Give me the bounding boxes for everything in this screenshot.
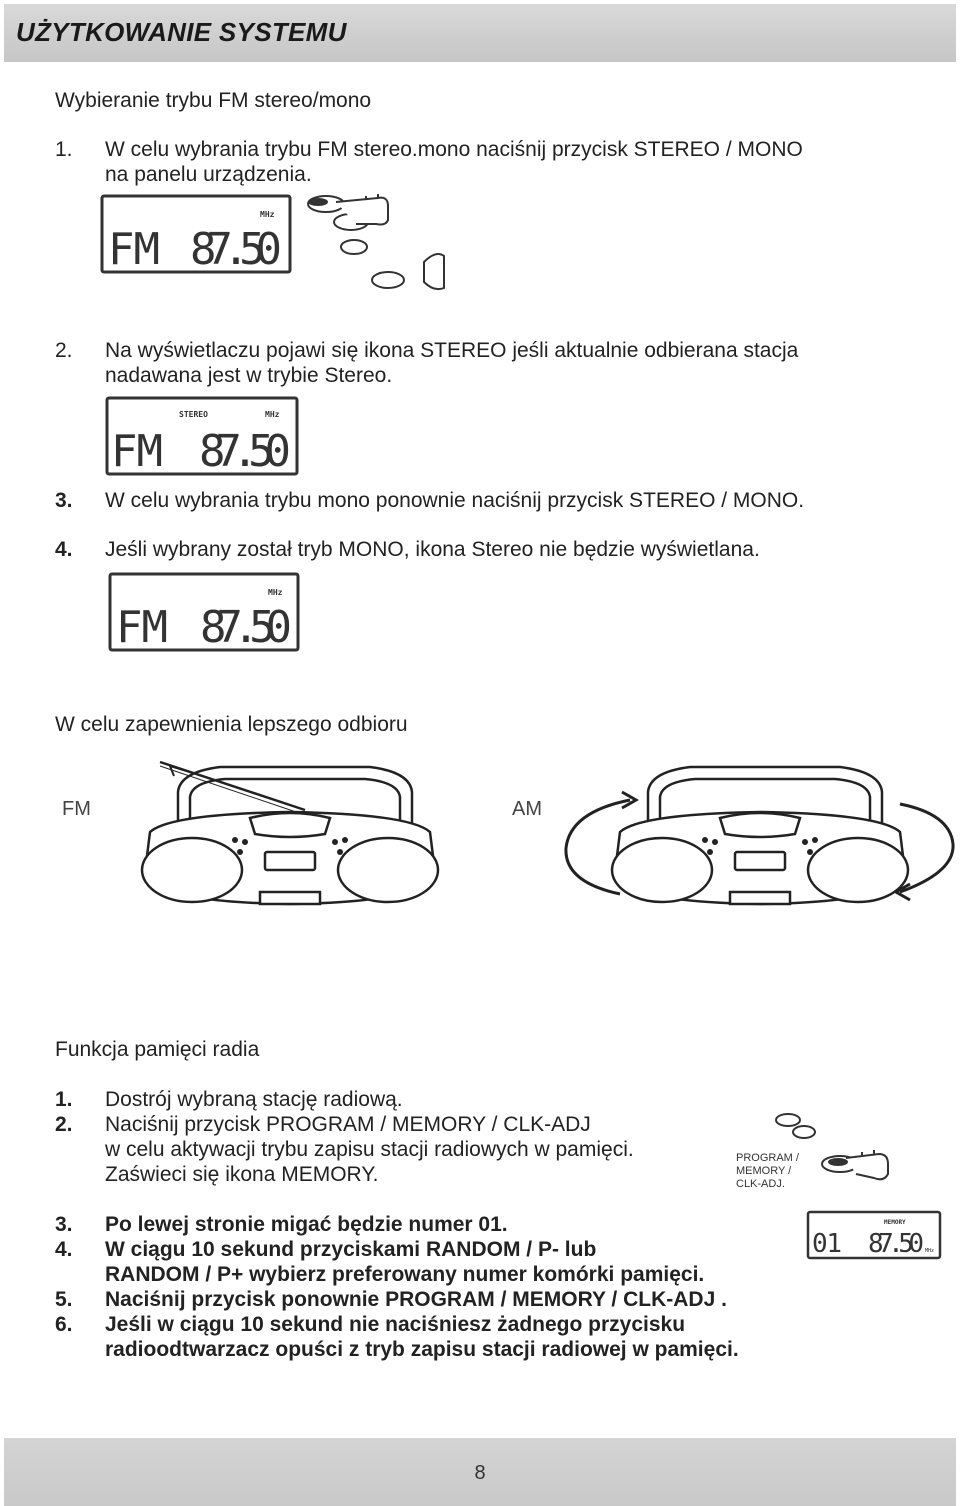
lcd-display-memory bbox=[806, 1210, 942, 1260]
page-footer bbox=[4, 1438, 956, 1506]
step-text: Jeśli w ciągu 10 sekund nie naciśniesz żadnego przycisku bbox=[105, 1313, 686, 1336]
section-memory-title: Funkcja pamięci radia bbox=[55, 1038, 260, 1061]
program-memory-button-illustration bbox=[734, 1108, 894, 1194]
step-number: 4. bbox=[55, 1238, 73, 1261]
page-title: UŻYTKOWANIE SYSTEMU bbox=[16, 17, 347, 47]
lcd-display-fm bbox=[100, 194, 292, 274]
lcd-frequency: 87.50 bbox=[190, 224, 282, 275]
step-number: 1. bbox=[55, 138, 73, 161]
step-text: RANDOM / P+ wybierz preferowany numer komórki pamięci. bbox=[105, 1263, 705, 1286]
page-number: 8 bbox=[474, 1462, 486, 1484]
lcd-frequency: 87.50 bbox=[200, 602, 292, 653]
button-label-line: CLK-ADJ. bbox=[736, 1178, 785, 1190]
step-text: w celu aktywacji trybu zapisu stacji radiowych w pamięci. bbox=[105, 1138, 634, 1161]
step-text: W celu wybrania trybu FM stereo.mono naciśnij przycisk STEREO / MONO bbox=[105, 138, 803, 161]
step-text: Jeśli wybrany został tryb MONO, ikona Stereo nie będzie wyświetlana. bbox=[105, 538, 760, 561]
mhz-label: MHz bbox=[268, 588, 283, 597]
step-number: 2. bbox=[55, 339, 73, 362]
step-number: 1. bbox=[55, 1088, 73, 1111]
stereo-indicator: STEREO bbox=[179, 410, 208, 419]
lcd-frequency: 87.50 bbox=[868, 1229, 924, 1259]
step-text: Dostrój wybraną stację radiową. bbox=[105, 1088, 403, 1111]
step-text: na panelu urządzenia. bbox=[105, 163, 312, 186]
section-reception-title: W celu zapewnienia lepszego odbioru bbox=[55, 713, 408, 736]
step-number: 3. bbox=[55, 489, 73, 512]
step-number: 4. bbox=[55, 538, 73, 561]
mhz-label: MHz bbox=[265, 410, 280, 419]
lcd-display-fm-stereo bbox=[105, 396, 299, 476]
am-antenna-label: AM bbox=[512, 798, 542, 820]
step-text: W ciągu 10 sekund przyciskami RANDOM / P- lub bbox=[105, 1238, 597, 1261]
step-number: 5. bbox=[55, 1288, 73, 1311]
memory-indicator: MEMORY bbox=[884, 1219, 906, 1226]
step-text: Na wyświetlaczu pojawi się ikona STEREO jeśli aktualnie odbierana stacja bbox=[105, 339, 799, 362]
step-text: Naciśnij przycisk ponownie PROGRAM / MEMORY / CLK-ADJ . bbox=[105, 1288, 727, 1311]
lcd-display-fm-mono bbox=[108, 572, 300, 652]
stereo-mono-button-illustration bbox=[296, 192, 446, 300]
boombox-fm-illustration bbox=[130, 752, 450, 917]
button-label-line: PROGRAM / bbox=[736, 1152, 799, 1164]
lcd-band: FM bbox=[116, 602, 168, 653]
step-number: 6. bbox=[55, 1313, 73, 1336]
step-text: Zaświeci się ikona MEMORY. bbox=[105, 1163, 379, 1186]
step-number: 2. bbox=[55, 1113, 73, 1136]
button-label-line: MEMORY / bbox=[736, 1165, 792, 1177]
step-text: W celu wybrania trybu mono ponownie naciśnij przycisk STEREO / MONO. bbox=[105, 489, 805, 512]
page-header bbox=[4, 4, 956, 62]
lcd-band: FM bbox=[111, 426, 163, 477]
step-number: 3. bbox=[55, 1213, 73, 1236]
fm-antenna-label: FM bbox=[62, 798, 91, 820]
lcd-band: FM bbox=[108, 224, 160, 275]
step-text: radioodtwarzacz opuści z tryb zapisu stacji radiowej w pamięci. bbox=[105, 1338, 739, 1361]
lcd-memory-number: 01 bbox=[812, 1229, 842, 1259]
step-text: nadawana jest w trybie Stereo. bbox=[105, 364, 393, 387]
mhz-label: MHz bbox=[260, 210, 275, 219]
boombox-am-illustration bbox=[560, 752, 960, 917]
section-stereo-mono-title: Wybieranie trybu FM stereo/mono bbox=[55, 89, 372, 112]
step-text: Naciśnij przycisk PROGRAM / MEMORY / CLK-ADJ bbox=[105, 1113, 591, 1136]
step-text: Po lewej stronie migać będzie numer 01. bbox=[105, 1213, 508, 1236]
lcd-frequency: 87.50 bbox=[199, 426, 291, 477]
mhz-label: MHz bbox=[925, 1248, 935, 1254]
